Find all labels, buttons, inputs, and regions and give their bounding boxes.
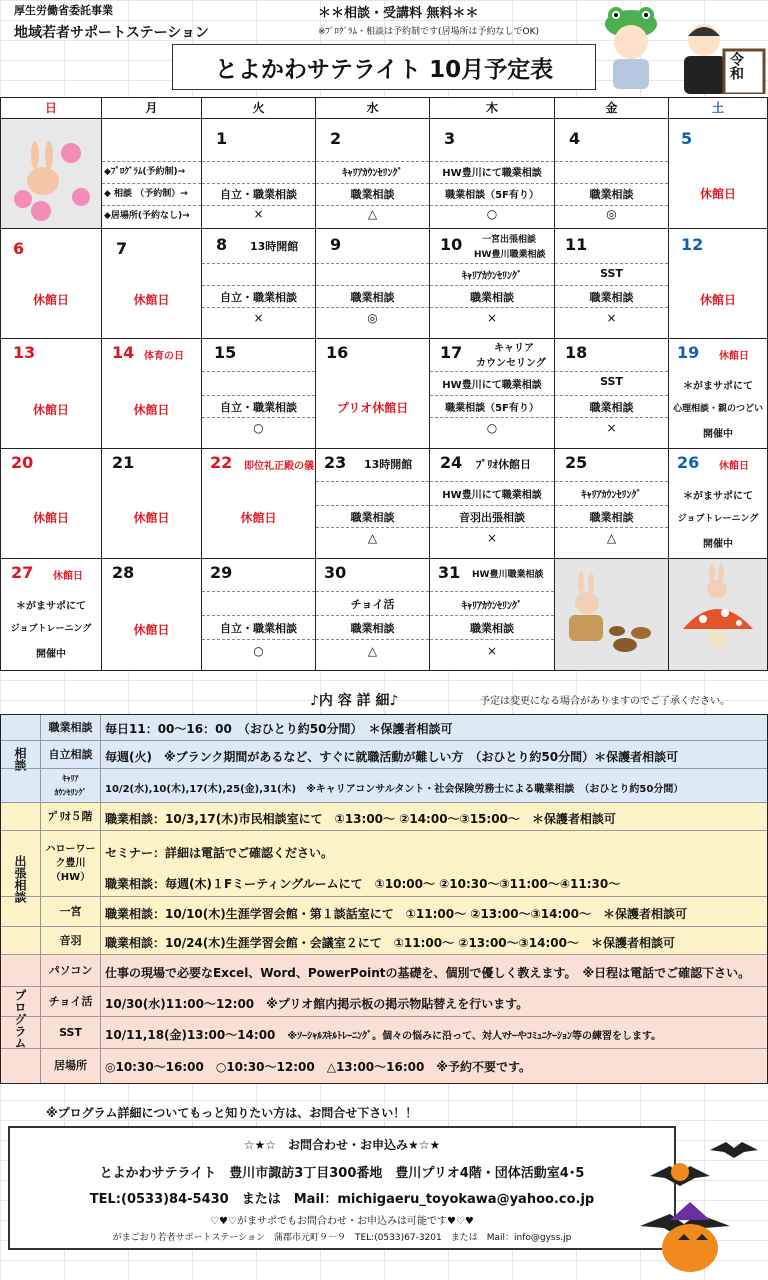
weekday-thu: 木 (430, 98, 555, 119)
day-number: 30 (324, 563, 347, 582)
contact-address: とよかわサテライト 豊川市諏訪3丁目300番地 豊川プリオ4階・団体活動室4･5 (99, 1166, 585, 1181)
day-cell-9 (316, 229, 430, 339)
day-cell-16 (316, 339, 430, 449)
reiwa-presenter-illustration (676, 10, 766, 94)
consult-label: 職業相談 (470, 291, 514, 304)
day-number: 24 (440, 453, 463, 472)
day-cell-6 (1, 229, 102, 339)
detail-label: チョイ活 (41, 987, 101, 1017)
more-info-note: ※プログラム詳細についてもっと知りたい方は、お問合せ下さい！！ (46, 1106, 418, 1120)
ibasho-mark: ○ (486, 207, 498, 221)
day-cell-25 (555, 449, 669, 559)
day-number: 5 (681, 129, 693, 148)
closed-label: 休館日 (719, 461, 749, 472)
consult-label: 職業相談 (589, 291, 634, 304)
detail-text: 職業相談：毎週(木)１Fミーティングルームにて ①10:00～ ②10:30～③11:00～④11:30～ (105, 877, 621, 891)
consult-label: 自立・職業相談 (220, 291, 297, 304)
detail-text: 毎日11：00～16：00 （おひとり約50分間） ＊保護者相談可 (105, 722, 453, 736)
day-cell-26 (669, 449, 768, 559)
day-number: 14 (112, 343, 135, 362)
closed-label: 休館日 (32, 293, 69, 307)
ibasho-mark: × (253, 311, 264, 325)
day-cell-21 (102, 449, 202, 559)
gamasapo-note: ＊がまサポにて (16, 601, 86, 612)
detail-label: パソコン (41, 955, 101, 987)
detail-label: 一宮 (41, 897, 101, 927)
day-note: HW豊川職業相談 (472, 570, 544, 580)
ibasho-mark: × (606, 311, 617, 325)
rabbit-chestnut-illustration (555, 559, 667, 669)
day-cell-22 (202, 449, 316, 559)
day-cell-24 (430, 449, 555, 559)
detail-label: ｷｬﾘｱ (62, 774, 79, 783)
ibasho-mark: × (486, 644, 498, 658)
closed-label: 休館日 (699, 293, 736, 307)
day-number: 2 (330, 129, 342, 148)
day-number: 6 (13, 239, 25, 258)
day-number: 11 (565, 235, 588, 254)
day-number: 17 (440, 343, 463, 362)
day-cell-10 (430, 229, 555, 339)
program-label: SST (600, 267, 623, 280)
ibasho-mark: × (606, 421, 617, 435)
details-title: ♪内 容 詳 細♪ (310, 693, 399, 709)
detail-label: 音羽 (41, 927, 101, 955)
detail-label: 自立相談 (41, 741, 101, 769)
day-number: 3 (444, 129, 456, 148)
weekday-tue: 火 (202, 98, 316, 119)
org-label: 厚生労働省委託事業 (14, 4, 113, 17)
day-cell-18 (555, 339, 669, 449)
contact-phone-mail: TEL:(0533)84-5430 または Mail：michigaeru_toyokawa@yahoo.co.jp (89, 1192, 595, 1207)
consult-label: 自立・職業相談 (220, 622, 297, 635)
gamasapo-status: 開催中 (36, 649, 66, 660)
day-cell-15 (202, 339, 316, 449)
consult-label: 職業相談（5F有り） (445, 403, 539, 414)
closed-label: 休館日 (53, 571, 83, 582)
detail-label: （HW） (50, 872, 91, 883)
details-table (0, 714, 768, 1084)
gamasapo-note: ＊がまサポにて (683, 491, 753, 502)
detail-text: 毎週(火) ※ブランク期間があるなど、すぐに就職活動が難しい方 （おひとり約50分間）＊保護者相談可 (105, 750, 679, 764)
closed-label: 休館日 (133, 511, 170, 525)
day-cell-13 (1, 339, 102, 449)
detail-text: 職業相談：10/24(木)生涯学習会館・会議室２にて ①11:00～ ②13:00～③14:00～ ＊保護者相談可 (105, 936, 676, 950)
consult-label: 職業相談 (589, 511, 634, 524)
day-cell-3 (430, 119, 555, 229)
detail-label-hw (41, 831, 101, 897)
halloween-bats-pumpkin-illustration (640, 1136, 764, 1276)
consult-label: 音羽出張相談 (459, 511, 525, 524)
program-label: ｷｬﾘｱｶｳﾝｾﾘﾝｸﾞ (581, 490, 642, 501)
details-note: 予定は変更になる場合がありますのでご了承ください。 (480, 696, 730, 707)
org-name: 地域若者サポートステーション (14, 25, 210, 41)
rabbit-mushroom-illustration (669, 559, 767, 669)
gamasapo-note: ＊がまサポにて (683, 381, 753, 392)
closed-label: 休館日 (719, 351, 749, 362)
holiday-name: 体育の日 (144, 351, 184, 362)
day-cell-31 (430, 559, 555, 671)
program-label: HW豊川にて職業相談 (442, 168, 542, 179)
day-number: 10 (440, 235, 463, 254)
detail-label: 職業相談 (41, 715, 101, 741)
program-label: ｷｬﾘｱｶｳﾝｾﾘﾝｸﾞ (462, 271, 522, 282)
weekday-sun: 日 (1, 98, 102, 119)
day-number: 31 (438, 563, 461, 582)
ibasho-mark: ○ (253, 421, 264, 435)
detail-text (105, 1026, 661, 1043)
day-number: 22 (210, 453, 233, 472)
detail-text: セミナー：詳細は電話でご確認ください。 (105, 846, 334, 860)
consult-label: 職業相談 (350, 622, 395, 635)
sst-desc: ※ｿｰｼｬﾙｽｷﾙﾄﾚｰﾆﾝｸﾞ。個々の悩みに沿って、対人ﾏﾅｰやｺﾐｭﾆｹｰｼｮﾝ等の練習をします。 (287, 1031, 662, 1042)
day-number: 27 (11, 563, 34, 582)
program-label: チョイ活 (350, 598, 395, 611)
day-number: 20 (11, 453, 34, 472)
day-number: 25 (565, 453, 588, 472)
detail-label: 居場所 (41, 1049, 101, 1083)
day-number: 13 (13, 343, 36, 362)
day-note: 13時開館 (364, 458, 413, 471)
consult-label: 自立・職業相談 (220, 188, 297, 201)
weekday-mon: 月 (102, 98, 202, 119)
day-cell-14 (102, 339, 202, 449)
day-number: 23 (324, 453, 347, 472)
day-cell-30 (316, 559, 430, 671)
gamasapo-program: ジョブトレーニング (677, 514, 759, 524)
closed-label: 休館日 (240, 511, 277, 525)
detail-text: 10/30(水)11:00～12:00 ※プリオ館内掲示板の掲示物貼替えを行います。 (105, 997, 529, 1011)
consult-label: 職業相談 (470, 622, 514, 635)
day-number: 26 (677, 453, 700, 472)
gamasapo-program: 心理相談・親のつどい (672, 404, 763, 414)
weekday-wed: 水 (316, 98, 430, 119)
day-cell-23 (316, 449, 430, 559)
detail-text: 仕事の現場で必要なExcel、Word、PowerPointの基礎を、個別で優しく教えます。 ※日程は電話でご確認下さい。 (105, 966, 751, 980)
legend-consult: ◆ 相談 （予約制）→ (104, 189, 188, 199)
rabbit-flower-illustration (1, 119, 101, 227)
day-note: 一宮出張相談 (482, 235, 537, 245)
contact-box (8, 1126, 676, 1250)
day-cell-28 (102, 559, 202, 671)
day-number: 28 (112, 563, 135, 582)
day-cell-11 (555, 229, 669, 339)
detail-text: 職業相談：10/10(木)生涯学習会館・第１談話室にて ①11:00～ ②13:00～③14:00～ ＊保護者相談可 (105, 907, 688, 921)
day-cell-17 (430, 339, 555, 449)
reiwa-text: 令和 (728, 52, 744, 80)
sst-date: 10/11,18(金)13:00～14:00 (105, 1028, 276, 1042)
detail-label: SST (41, 1017, 101, 1049)
page-title: とよかわサテライト 10月予定表 (172, 44, 596, 90)
gamasapo-note: ♡♥♡がまサポでもお問合わせ・お申込みは可能です♥♡♥ (210, 1216, 474, 1227)
day-cell-8 (202, 229, 316, 339)
day-number: 4 (569, 129, 581, 148)
day-cell-7 (102, 229, 202, 339)
program-label: SST (600, 375, 623, 388)
day-number: 29 (210, 563, 233, 582)
day-number: 12 (681, 235, 704, 254)
closed-label: 休館日 (133, 403, 170, 417)
day-cell-27 (1, 559, 102, 671)
day-number: 8 (216, 235, 228, 254)
day-cell-20 (1, 449, 102, 559)
day-number: 19 (677, 343, 700, 362)
category-program: プログラム (1, 955, 41, 1083)
detail-label: ク豊川 (55, 858, 86, 869)
gamasapo-status: 開催中 (703, 429, 733, 440)
day-cell-19 (669, 339, 768, 449)
ibasho-mark: △ (367, 644, 378, 658)
closed-label: 休館日 (32, 403, 69, 417)
program-label: ｷｬﾘｱｶｳﾝｾﾘﾝｸﾞ (342, 168, 403, 179)
ibasho-mark: △ (606, 531, 617, 545)
category-sodan: 相談 (1, 715, 41, 803)
ibasho-mark: ○ (486, 421, 498, 435)
closed-label: 休館日 (32, 511, 69, 525)
detail-text: 10/2(水),10(木),17(木),25(金),31(木) ※キャリアコンサルタント・社会保険労務士による職業相談 （おひとり約50分間） (105, 784, 684, 795)
weekday-sat: 土 (669, 98, 768, 119)
gamasapo-contact: がまごおり若者サポートステーション 蒲郡市元町９－９ TEL:(0533)67-3201 または Mail：info@gyss.jp (112, 1233, 572, 1243)
day-cell-29 (202, 559, 316, 671)
consult-label: 職業相談（5F有り） (445, 190, 539, 201)
ibasho-mark: ○ (253, 644, 264, 658)
day-number: 15 (214, 343, 237, 362)
consult-label: 職業相談 (589, 401, 634, 414)
gamasapo-status: 開催中 (703, 539, 733, 550)
day-number: 21 (112, 453, 135, 472)
day-cell-5 (669, 119, 768, 229)
ibasho-mark: ◎ (606, 207, 617, 221)
program-label: ｷｬﾘｱｶｳﾝｾﾘﾝｸﾞ (462, 601, 522, 612)
free-notice: ＊＊相談・受講料 無料＊＊ (318, 6, 479, 21)
calendar (0, 97, 768, 671)
detail-text: ◎10:30～16:00 ○10:30～12:00 △13:00～16:00 ※予約不要です。 (105, 1060, 532, 1074)
day-note: カウンセリング (476, 358, 546, 369)
ibasho-mark: × (486, 531, 498, 545)
day-number: 9 (330, 235, 342, 254)
rabbit-chestnut-cell (555, 559, 669, 671)
gamasapo-program: ジョブトレーニング (10, 624, 92, 634)
program-label: HW豊川にて職業相談 (442, 490, 542, 501)
detail-text: 職業相談：10/3,17(木)市民相談室にて ①13:00～ ②14:00～③15:00～ ＊保護者相談可 (105, 812, 616, 826)
flower-rabbit-cell (1, 119, 102, 229)
ibasho-mark: △ (367, 531, 378, 545)
day-number: 1 (216, 129, 228, 148)
frog-mascot-illustration (596, 4, 666, 92)
closed-label: 休館日 (699, 187, 736, 201)
ibasho-mark: ◎ (367, 311, 378, 325)
legend-program: ◆ﾌﾟﾛｸﾞﾗﾑ(予約制)→ (104, 167, 186, 177)
weekday-fri: 金 (555, 98, 669, 119)
closed-label: 休館日 (133, 623, 170, 637)
day-note: HW豊川職業相談 (474, 250, 546, 260)
category-shutcho: 出張相談 (1, 803, 41, 955)
day-number: 16 (326, 343, 349, 362)
detail-label: ハローワー (45, 844, 96, 855)
day-note: キャリア (494, 343, 534, 354)
day-number: 7 (116, 239, 128, 258)
detail-label: ｶｳﾝｾﾘﾝｸﾞ (54, 788, 87, 797)
day-note: 13時開館 (250, 240, 299, 253)
rabbit-mushroom-cell (669, 559, 768, 671)
day-cell-1 (202, 119, 316, 229)
detail-label-cc (41, 769, 101, 803)
day-number: 18 (565, 343, 588, 362)
consult-label: 職業相談 (350, 511, 395, 524)
reservation-note: ※ﾌﾟﾛｸﾞﾗﾑ・相談は予約制です(居場所は予約なしでOK) (318, 27, 540, 37)
closed-label: 休館日 (133, 293, 170, 307)
day-cell-12 (669, 229, 768, 339)
legend-ibasho: ◆居場所(予約なし)→ (104, 211, 190, 221)
program-label: HW豊川にて職業相談 (442, 380, 542, 391)
ibasho-mark: △ (367, 207, 378, 221)
day-cell-4 (555, 119, 669, 229)
consult-label: 自立・職業相談 (220, 401, 297, 414)
closed-label: プリオ休館日 (336, 401, 409, 415)
contact-heading: ☆★☆ お問合わせ・お申込み★☆★ (243, 1138, 441, 1152)
consult-label: 職業相談 (350, 188, 395, 201)
day-note: ﾌﾟﾘｵ休館日 (476, 458, 531, 471)
ibasho-mark: × (486, 311, 498, 325)
legend-cell (102, 119, 202, 229)
ibasho-mark: × (253, 207, 264, 221)
consult-label: 職業相談 (350, 291, 395, 304)
consult-label: 職業相談 (589, 188, 634, 201)
day-cell-2 (316, 119, 430, 229)
detail-label: ﾌﾟﾘｵ５階 (41, 803, 101, 831)
holiday-name: 即位礼正殿の儀 (244, 461, 314, 472)
